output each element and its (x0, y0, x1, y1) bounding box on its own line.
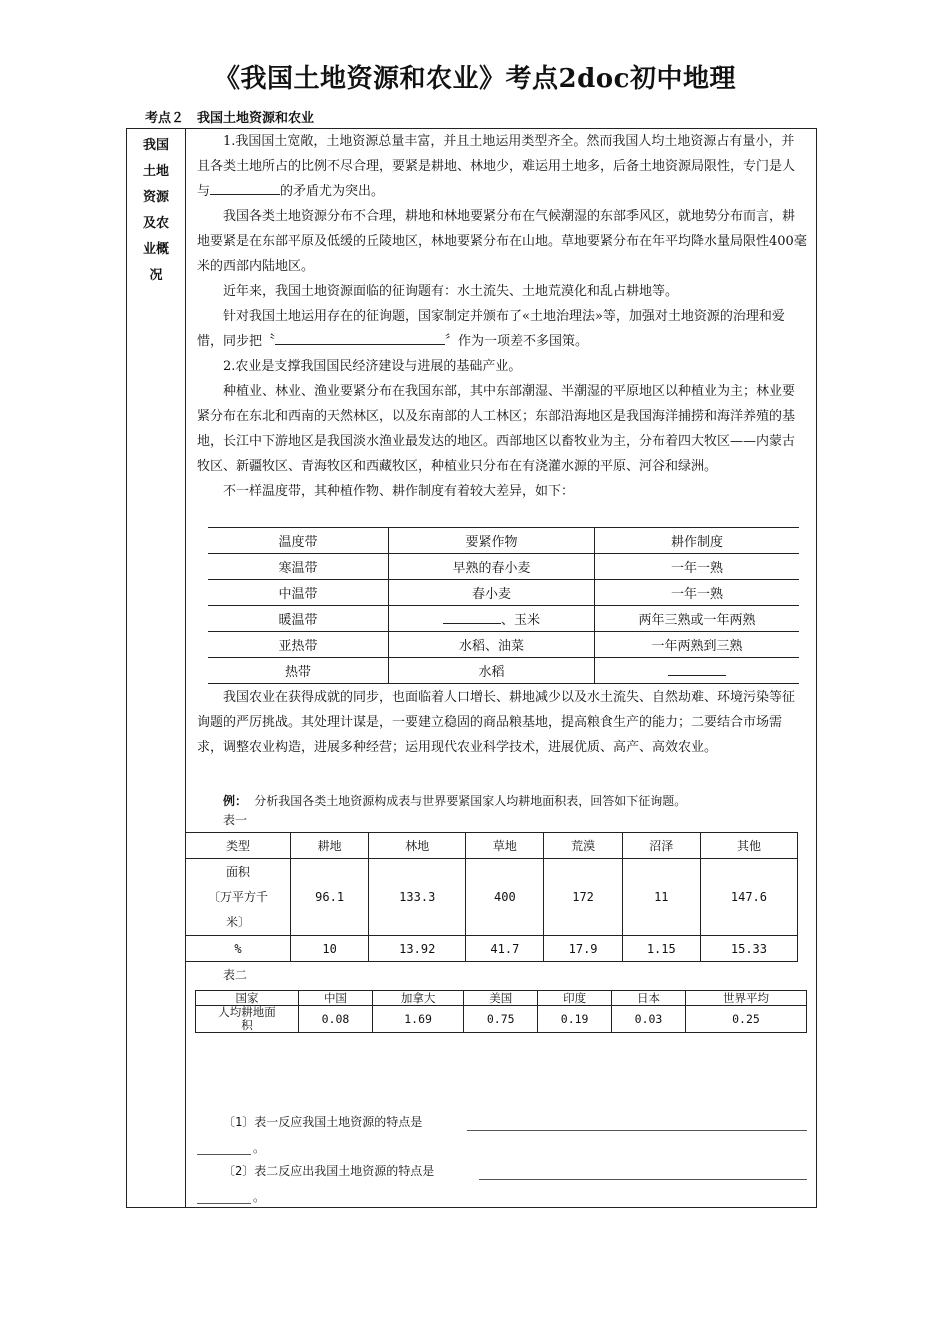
question-2: 〔2〕表二反应出我国土地资源的特点是 (223, 1164, 435, 1178)
question-1: 〔1〕表一反应我国土地资源的特点是 (223, 1115, 423, 1129)
table-header: 加拿大 (372, 991, 463, 1006)
table-row (186, 936, 798, 962)
table-row (186, 859, 798, 936)
table-cell (595, 658, 800, 684)
table-cell: 172 (544, 859, 622, 936)
table-cell: 0.03 (612, 1006, 686, 1033)
table-header-row (186, 833, 798, 859)
main-content (197, 129, 807, 504)
fill-blank[interactable] (668, 661, 726, 676)
table-header-row (208, 528, 799, 554)
side-label (127, 133, 185, 289)
table-header: 日本 (612, 991, 686, 1006)
content-frame (126, 128, 817, 1208)
table-row-label: % (186, 936, 291, 962)
table1-label: 表一 (223, 813, 248, 827)
paragraph-agriculture-intro: 2.农业是支撑我国国民经济建设与进展的基础产业。 (223, 359, 522, 374)
table-cell: 一年一熟 (595, 580, 800, 606)
table-cell: 1.15 (622, 936, 700, 962)
table-cell: 寒温带 (208, 554, 389, 580)
table-header: 类型 (186, 833, 291, 859)
table-header: 印度 (538, 991, 612, 1006)
table-cell: 一年两熟到三熟 (595, 632, 800, 658)
paragraph-land-problems: 近年来，我国土地资源面临的征询题有：水土流失、土地荒漠化和乱占耕地等。 (223, 284, 679, 299)
fill-blank[interactable] (275, 330, 445, 345)
side-label-line: 业概 (142, 242, 169, 257)
table-row-label: 面积 〔万平方千 米〕 (186, 859, 291, 936)
paragraph-agriculture-distribution: 种植业、林业、渔业要紧分布在我国东部，其中东部潮湿、半潮湿的平原地区以种植业为主；林业要紧分布在东北和西南的天然林区，以及东南部的人工林区；东部沿海地区是我国海洋捕捞和海洋养殖的基地，长江中下游地区是我国淡水渔业最发达的地区。西部地区以畜牧业为主，分布着四大牧区——内蒙古牧区、新疆牧区、青海牧区和西藏牧区，种植业只分布在有浇灌水源的平原、河谷和绿洲。 (197, 384, 796, 474)
table-header: 世界平均 (685, 991, 806, 1006)
table-cell: 15.33 (700, 936, 797, 962)
answer-line-2-end[interactable] (197, 1202, 251, 1204)
land-composition-table (185, 832, 798, 962)
table-cell: 水稻 (389, 658, 595, 684)
table-cell: 96.1 (291, 859, 369, 936)
table-header: 国家 (196, 991, 299, 1006)
table-cell: 亚热带 (208, 632, 389, 658)
end-mark: 。 (253, 1141, 266, 1155)
table-header: 草地 (466, 833, 544, 859)
table-cell: 两年三熟或一年两熟 (595, 606, 800, 632)
table-header-row (196, 991, 807, 1006)
side-label-line: 况 (149, 268, 163, 283)
table-cell: 早熟的春小麦 (389, 554, 595, 580)
table-header: 其他 (700, 833, 797, 859)
table-cell: 41.7 (466, 936, 544, 962)
table-row (208, 554, 799, 580)
table-cell: 0.25 (685, 1006, 806, 1033)
answer-line-1-end[interactable] (197, 1153, 251, 1155)
example-intro (197, 789, 807, 814)
answer-line-1[interactable] (467, 1129, 807, 1131)
table-header: 沼泽 (622, 833, 700, 859)
table-cell: 一年一熟 (595, 554, 800, 580)
table-row (208, 632, 799, 658)
frame-divider (185, 129, 186, 1207)
table-row (208, 658, 799, 684)
table-cell: 水稻、油菜 (389, 632, 595, 658)
paragraph-challenges: 我国农业在获得成就的同步，也面临着人口增长、耕地减少以及水土流失、自然劫难、环境污染等征询题的严厉挑战。其处理计谋是，一要建立稳固的商品粮基地，提高粮食生产的能力；二要结合市场需求，调整农业构造，进展多种经营；运用现代农业科学技术，进展优质、高产、高效农业。 (197, 690, 796, 755)
table-cell: 133.3 (369, 859, 466, 936)
side-label-line: 土地 (142, 164, 169, 179)
page-title: 《我国土地资源和农业》考点2doc初中地理 (214, 64, 736, 94)
table-cell: 147.6 (700, 859, 797, 936)
example-label: 例： (223, 794, 248, 808)
fill-blank[interactable] (210, 180, 280, 195)
paragraph-land-overview: 1.我国国土宽敞，土地资源总量丰富，并且土地运用类型齐全。然而我国人均土地资源占有量小，并且各类土地所占的比例不尽合理，要紧是耕地、林地少，难运用土地多，后备土地资源局限性，专门是人与 的矛盾尤为突出。 (197, 134, 796, 199)
table-row (208, 606, 799, 632)
fill-blank[interactable] (443, 609, 501, 624)
table-cell: 400 (466, 859, 544, 936)
table-header: 要紧作物 (389, 528, 595, 554)
crop-table (208, 527, 799, 684)
table-header: 林地 (369, 833, 466, 859)
table-header: 温度带 (208, 528, 389, 554)
answer-line-2[interactable] (479, 1178, 807, 1180)
table2-label: 表二 (223, 968, 248, 982)
table-cell: 中温带 (208, 580, 389, 606)
side-label-line: 及农 (142, 216, 169, 231)
table-row (196, 1006, 807, 1033)
table-cell: 春小麦 (389, 580, 595, 606)
table-header: 美国 (464, 991, 538, 1006)
table-header: 耕作制度 (595, 528, 800, 554)
side-label-line: 我国 (142, 138, 169, 153)
table-cell: 0.08 (299, 1006, 373, 1033)
arable-land-table (195, 990, 807, 1033)
table-cell: 0.75 (464, 1006, 538, 1033)
end-mark: 。 (253, 1190, 266, 1204)
table-row (208, 580, 799, 606)
table-cell: 17.9 (544, 936, 622, 962)
table-cell: 13.92 (369, 936, 466, 962)
table-cell: 、玉米 (389, 606, 595, 632)
table-row-label: 人均耕地面 积 (196, 1006, 299, 1033)
table-header: 耕地 (291, 833, 369, 859)
section-heading: 考点２ 我国土地资源和农业 (145, 111, 315, 126)
table-header: 荒漠 (544, 833, 622, 859)
table-header: 中国 (299, 991, 373, 1006)
table-cell: 热带 (208, 658, 389, 684)
table-cell: 0.19 (538, 1006, 612, 1033)
paragraph-land-policy: 针对我国土地运用存在的征询题，国家制定并颁布了«土地治理法»等，加强对土地资源的治理和爱惜，同步把〝 〞作为一项差不多国策。 (197, 309, 785, 349)
table-cell: 10 (291, 936, 369, 962)
side-label-line: 资源 (142, 190, 169, 205)
example-text: 分析我国各类土地资源构成表与世界要紧国家人均耕地面积表，回答如下征询题。 (254, 794, 687, 808)
table-cell: 1.69 (372, 1006, 463, 1033)
table-cell: 暖温带 (208, 606, 389, 632)
paragraph-temperature-zones: 不一样温度带，其种植作物、耕作制度有着较大差异，如下： (223, 484, 575, 499)
table-cell: 11 (622, 859, 700, 936)
paragraph-land-distribution: 我国各类土地资源分布不合理，耕地和林地要紧分布在气候潮湿的东部季风区，就地势分布而言，耕地要紧是在东部平原及低缓的丘陵地区，林地要紧分布在山地。草地要紧分布在年平均降水量局限性400毫米的西部内陆地区。 (197, 209, 807, 274)
